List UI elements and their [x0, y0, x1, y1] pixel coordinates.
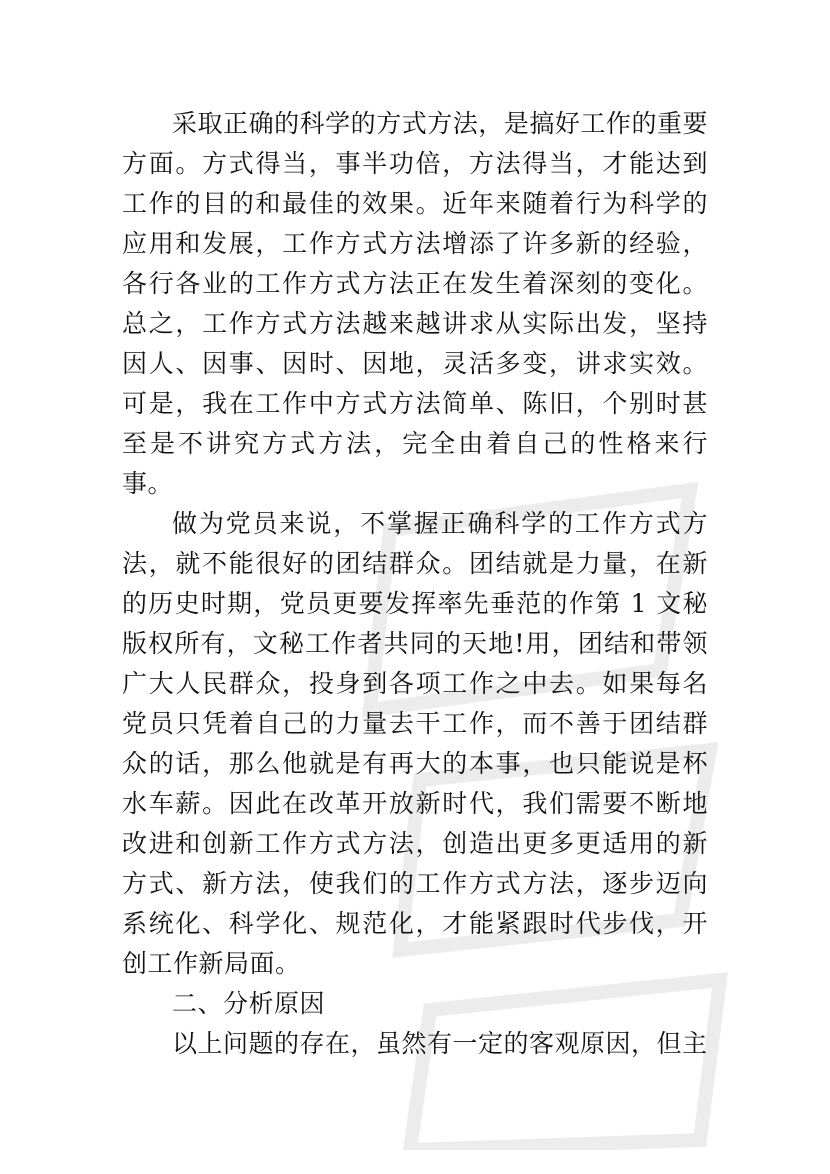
paragraph-1: 采取正确的科学的方式方法，是搞好工作的重要方面。方式得当，事半功倍，方法得当，才能达到工作的目的和最佳的效果。近年来随着行为科学的应用和发展，工作方式方法增添了许多新的经验，各行各业的工作方式方法正在发生着深刻的变化。总之，工作方式方法越来越讲求从实际出发，坚持因人、因事、因时、因地，灵活多变，讲求实效。可是，我在工作中方式方法简单、陈旧，个别时甚至是不讲究方式方法，完全由着自己的性格来行事。 — [122, 109, 708, 498]
paragraph-3: 以上问题的存在，虽然有一定的客观原因，但主 — [172, 1029, 708, 1058]
section-heading: 二、分析原因 — [172, 989, 326, 1018]
paragraph-2: 做为党员来说，不掌握正确科学的工作方式方法，就不能很好的团结群众。团结就是力量，在新的历史时期，党员更要发挥率先垂范的作第 1 文秘版权所有，文秘工作者共同的天地!用，团结和带领广大人民群众，投身到各项工作之中去。如果每名党员只凭着自己的力量去干工作，而不善于团结群众的话，那么他就是有再大的本事，也只能说是杯水车薪。因此在改革开放新时代，我们需要不断地改进和创新工作方式方法，创造出更多更适用的新方式、新方法，使我们的工作方式方法，逐步迈向系统化、科学化、规范化，才能紧跟时代步伐，开创工作新局面。 — [122, 509, 708, 978]
document-body — [122, 104, 708, 1064]
